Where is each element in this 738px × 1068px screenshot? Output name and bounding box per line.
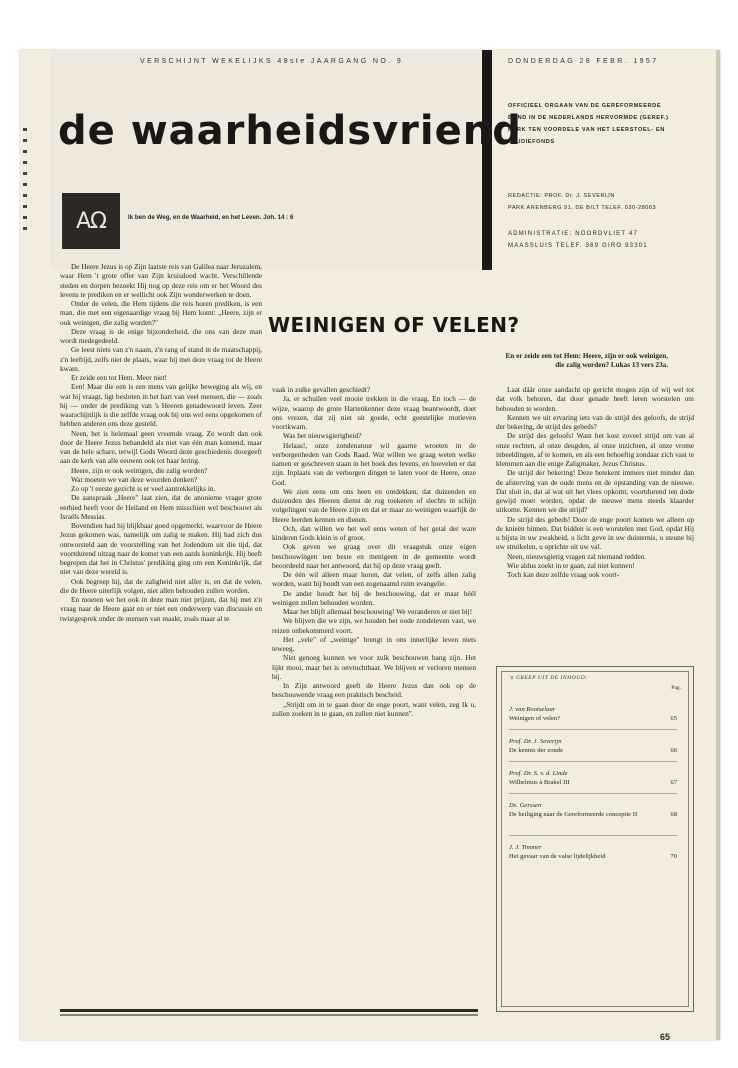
article-column-2: vaak in zulke gevallen geschiedt? Ja, er schuilen veel mooie trekken in die vraag. En toch — de wijze, waarop de grote Hartenkenner deze vraag beantwoordt, doet ons vrezen, dat zij niet uit goede, echt geestelijke motieven voortkwam. Was het nieuwsgierigheid? Helaas!, onze zondenatuur wil gaarne wroeten in de verborgenheden van Gods Raad. Wat willen we graag weten welke namen er geschreven staan in het boek des levens, en hoevelen er dat zijn. Inplaats van de verborgen dingen te laten voor de Heere, onze God. We zien eens om ons heen en ontdekken, dat duizenden en duizenden des Heeren dienst de rug toekeren of slechts in schijn volgelingen van de Heere zijn en dat er maar zo weinigen waarlijk de Heere leerden kennen en dienen. Och, dan willen we het wel eens weten of het getal der ware kinderen Gods klein is of groot. Ook geven we graag over dit vraagstuk onze eigen beschouwingen ten beste en menigeen in de gemeente wordt beoordeeld naar het antwoord, dat hij op deze vraag geeft. De één wil alleen maar horen, dat velen, of zelfs allen zalig worden, want hij houdt van een zogenaamd ruim evangelie. De ander houdt het bij de beschouwing, dat er maar héél weinigen zullen behouden worden. Maar het blijft allemaal beschouwing! We veranderen er niet bij! We blijven die we zijn, we houden het oude zondeleven vast, we reizen onbekommerd voort. Het „vele" of „weinige" brengt in ons innerlijke leven niets teweeg. Niet genoeg kunnen we voor zulk beschouwen bang zijn. Het lijkt mooi, maar het is onvruchtbaar. We blijven er verloren mensen bij. In Zijn antwoord geeft de Heere Jezus dan ook op de beschouwende vraag een praktisch bescheid. „Strijdt om in te gaan door de enge poort, want velen, zeg Ik u, zullen zoeken in te gaan, en zullen niet kunnen". (272, 385, 476, 718)
running-head: VERSCHIJNT WEKELIJKS 48ste JAARGANG NO. 9 (140, 58, 404, 65)
magazine-page (20, 50, 720, 1040)
page-edge-shadow (716, 50, 720, 1040)
administratie-info: ADMINISTRATIE: NOORDVLIET 47 MAASSLUIS TELEF. 369 GIRO 93301 (508, 231, 648, 249)
article-column-1: De Heere Jezus is op Zijn laatste reis van Galilea naar Jeruzalem, waar Hem 't grote offer van Zijn kruisdood wacht. Verschillende steden en dorpen bezoekt Hij nog op deze reis om er het Woord des levens te prediken en er wellicht ook Zijn wonderwerken te doen. Onder de velen, die Hem tijdens die reis horen prediken, is een man, die met een eigenaardige vraag bij Hem komt: „Heere, zijn er ook weinigen, die zalig worden?" Deze vraag is de enige bijzonderheid, die ons van deze man wordt medegedeeld. Ge leest niets van z'n naam, z'n rang of stand in de maatschappij, z'n leeftijd, zelfs niet de plaats, waar hij met deze vraag tot de Heere kwam. Er zeide een tot Hem. Meer niet! Een! Maar die een is een mens van gelijke beweging als wij, en wat hij vraagt, ligt besloten in het hart van veel mensen, die — zoals hij — onder de prediking van 's Heeren genadewoord leven. Zeer waarschijnlijk is die zelfde vraag ook bij ons wel eens opgekomen of hebben anderen ons deze gesteld. Neen, het is helemaal geen vreemde vraag. Ze wordt dan ook door de Heere Jezus behandeld als niet van één man komend, maar van de hele schare, terwijl Gods Woord deze geschiedenis doorgeeft aan de kerk van alle eeuwen ook tot haar lering. Heere, zijn er ook weinigen, die zalig worden? Wat moeten we van deze woorden denken? Zo op 't eerste gezicht is er veel aantrekkelijks in. De aanspraak „Heere" laat zien, dat de anonieme vrager grote eerbied heeft voor de Heiland en Hem misschien wel beschouwt als Israëls Messias. Bovendien had hij blijkbaar goed opgemerkt, waarvoor de Heere Jezus gekomen was, namelijk om zalig te maken. Hij had zich dus ontworsteld aan de voorstelling van het Jodendom uit die tijd, dat voortdurend uitzag naar de komst van een aards koninkrijk. Hij heeft begrepen dat het in Christus' prediking ging om een Koninkrijk, dat niet van deze wereld is. Ook begreep hij, dat de zaligheid niet aller is, en dat de velen, die de Heere uiterlijk volgen, niet allen behouden zullen worden. En moeten we het ook in deze man niet prijzen, dat hij met z'n vraag naar de Heere gaat en er niet een onderwerp van discussie en twistgesprek onder de mensen van maakt, zoals maar al te (60, 262, 262, 623)
issue-date: DONDERDAG 28 FEBR. 1957 (508, 58, 659, 65)
page-number: 65 (660, 1032, 671, 1042)
masthead-title: de waarheidsvriend (58, 108, 522, 154)
bottom-rule (60, 1009, 478, 1012)
bottom-rule-thin (60, 1014, 478, 1016)
header-divider-bar (482, 50, 492, 270)
contents-separator (509, 835, 677, 836)
motto: Ik ben de Weg, en de Waarheid, en het Leven. Joh. 14 : 6 (128, 214, 294, 221)
contents-entry: Prof. Dr. S. v. d. Linde Wilhelmus à Brakel III 67 (509, 770, 677, 786)
contents-box (496, 666, 694, 1012)
contents-entry: Ds. Gerssen De heiliging naar de Gereformeerde conceptie II 68 (509, 802, 677, 818)
contents-entry: J. J. Timmer Het gevaar van de valse lijdelijkheid 70 (509, 844, 677, 860)
redactie-info: REDACTIE: PROF. Dr. J. SEVERIJN PARK ARENBERG 91, DE BILT TELEF. 030-28003 (508, 193, 657, 211)
contents-entry: J. van Rootselaar Weinigen of velen? 65 (509, 706, 677, 722)
contents-separator (509, 761, 677, 762)
contents-separator (509, 729, 677, 730)
contents-pag-label: Pag. (671, 685, 681, 691)
article-epigraph: En er zeide een tot Hem: Heere, zijn er ook weinigen, die zalig worden? Lukas 13 vers 23a. (505, 352, 668, 369)
contents-entry: Prof. Dr. J. Severijn De kennis der zonde 66 (509, 738, 677, 754)
contents-heading: 'n GREEP UIT DE INHOUD: (509, 675, 588, 681)
alpha-omega-logo: AΩ (62, 193, 120, 249)
article-title: WEINIGEN OF VELEN? (268, 313, 520, 337)
margin-marks (20, 120, 34, 420)
official-organ-text: OFFICIEEL ORGAAN VAN DE GEREFORMEERDE BOND IN DE NEDERLANDS HERVORMDE (GEREF.) KERK TEN VOORDELE VAN HET LEERSTOEL- EN STUDIEFONDS (508, 103, 669, 145)
article-column-3: Laat dáár onze aandacht op gericht mogen zijn of wij wel tot dat volk behoren, dat door genade heeft leren worstelen om behouden te worden. Kennen we uit ervaring iets van de strijd des geloofs, de strijd der bekering, de strijd des gebeds? De strijd des geloofs! Want het kost zoveel strijd om van al onze rechten, al onze deugden, al onze inzichten, al onze vrome inbeeldingen, af te komen, en als een behoeftig zondaar zich vast te klemmen aan die enige Zaligmaker, Jezus Christus. De strijd der bekering! Deze betekent immers niet minder dan de afsterving van de oude mens en de opstanding van de nieuwe. Dat sluit in, dat al wat uit het vlees opkomt, voortdurend ten dode gewijd moet worden, opdat de nieuwe mens steeds klaarder uitkome. Kennen we die strijd? De strijd des gebeds! Door de enge poort komen we alleen op de knieën binnen. Dat bidden is een worstelen met God, opdat Hij u bijsta in uw zwakheid, u licht geve in uw duisternis, u steune bij uw struikelen, u oprichte uit uw val. Neen, nieuwsgierig vragen zal niemand redden. Wie aldus zoekt in te gaan, zal niet kunnen! Toch kan deze zelfde vraag ook voort- (496, 385, 694, 579)
contents-separator (509, 793, 677, 794)
